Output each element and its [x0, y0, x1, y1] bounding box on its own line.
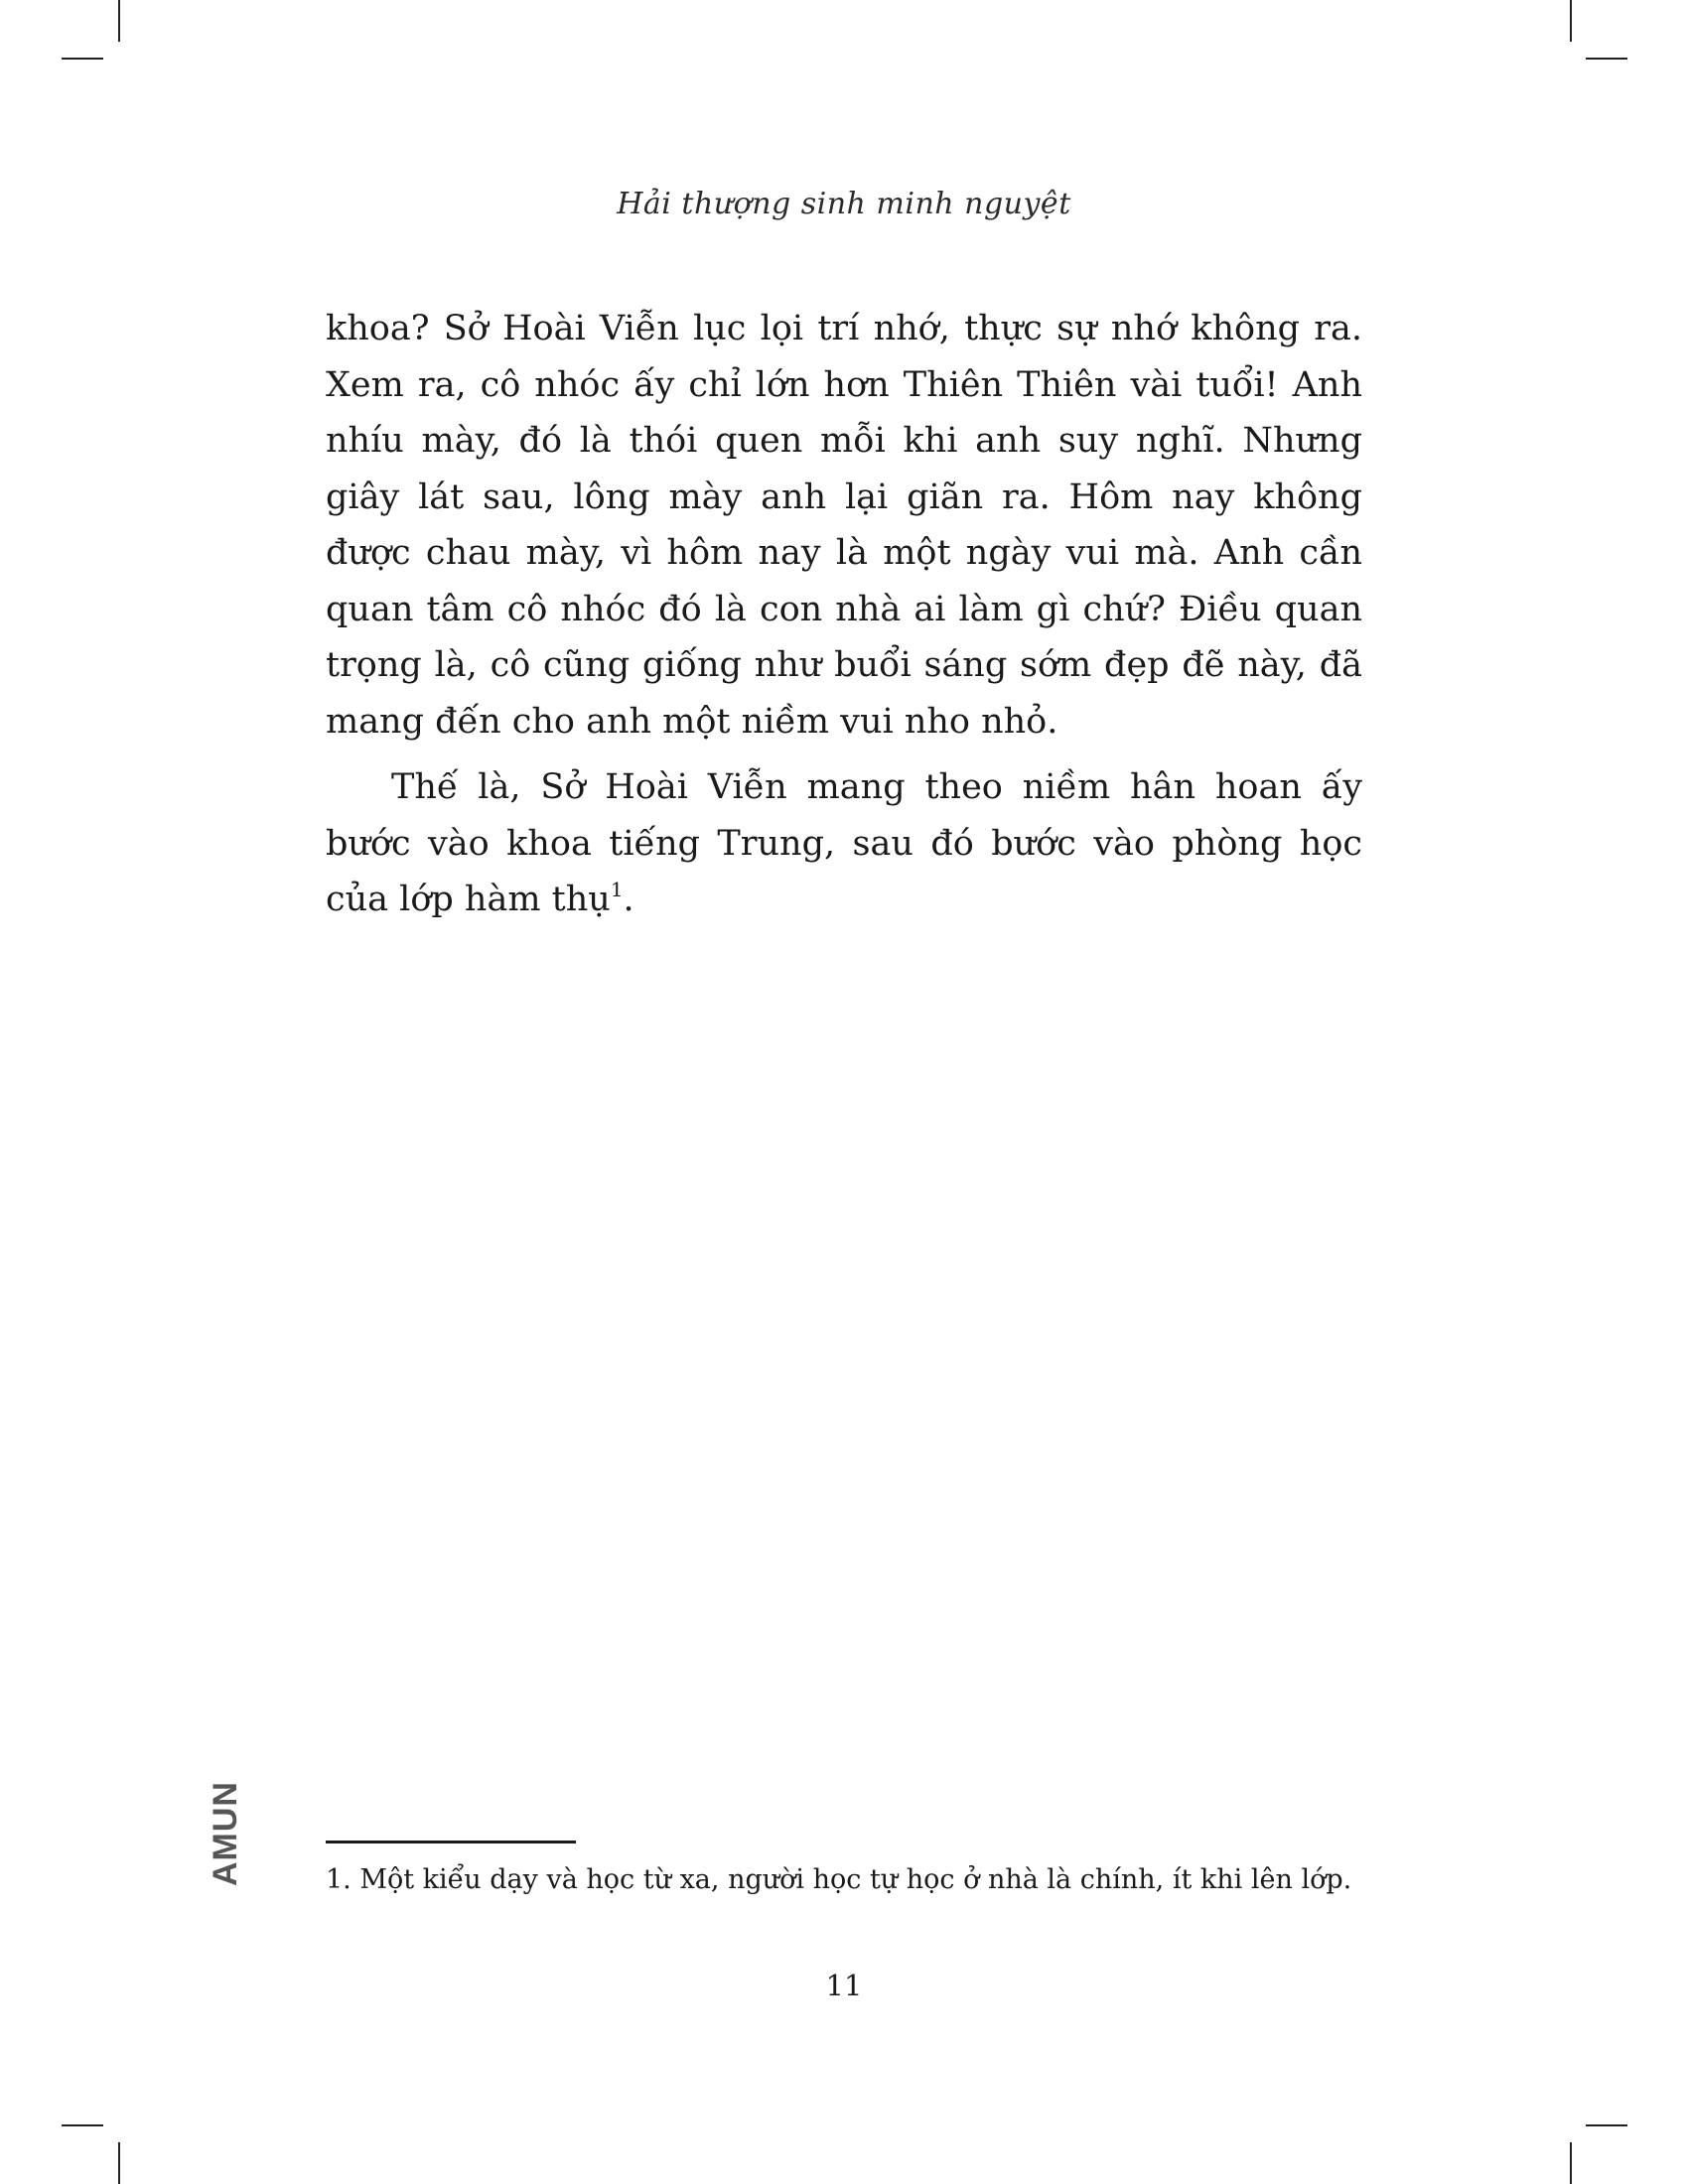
footnote: 1. Một kiểu dạy và học từ xa, người học tự học ở nhà là chính, ít khi lên lớp. — [326, 1864, 1352, 1895]
crop-mark — [1570, 0, 1572, 42]
publisher-logo-text: AMUN — [207, 1781, 244, 1886]
paragraph: khoa? Sở Hoài Viễn lục lọi trí nhớ, thực sự nhớ không ra. Xem ra, cô nhóc ấy chỉ lớn hơn Thiên Thiên vài tuổi! Anh nhíu mày, đó là thói quen mỗi khi anh suy nghĩ. Nhưng giây lát sau, lông mày anh lại giãn ra. Hôm nay không được chau mày, vì hôm nay là một ngày vui mà. Anh cần quan tâm cô nhóc đó là con nhà ai làm gì chứ? Điều quan trọng là, cô cũng giống như buổi sáng sớm đẹp đẽ này, đã mang đến cho anh một niềm vui nho nhỏ. — [326, 309, 1362, 742]
publisher-logo — [207, 1769, 246, 1888]
crop-mark — [62, 58, 103, 60]
paragraph-text: Thế là, Sở Hoài Viễn mang theo niềm hân hoan ấy bước vào khoa tiếng Trung, sau đó bước vào phòng học của lớp hàm thụ — [326, 767, 1362, 919]
page-number: 11 — [825, 1969, 863, 2002]
running-head: Hải thượng sinh minh nguyệt — [617, 187, 1071, 221]
body-text — [326, 301, 1362, 928]
crop-mark — [1570, 2142, 1572, 2184]
crop-mark — [118, 2142, 120, 2184]
crop-mark — [62, 2124, 103, 2126]
crop-mark — [118, 0, 120, 42]
crop-mark — [1586, 2124, 1627, 2126]
paragraph-end: . — [623, 880, 634, 919]
footnote-rule — [326, 1841, 576, 1843]
paragraph — [326, 759, 1362, 928]
crop-mark — [1586, 58, 1627, 60]
footnote-reference[interactable]: 1 — [610, 878, 624, 901]
